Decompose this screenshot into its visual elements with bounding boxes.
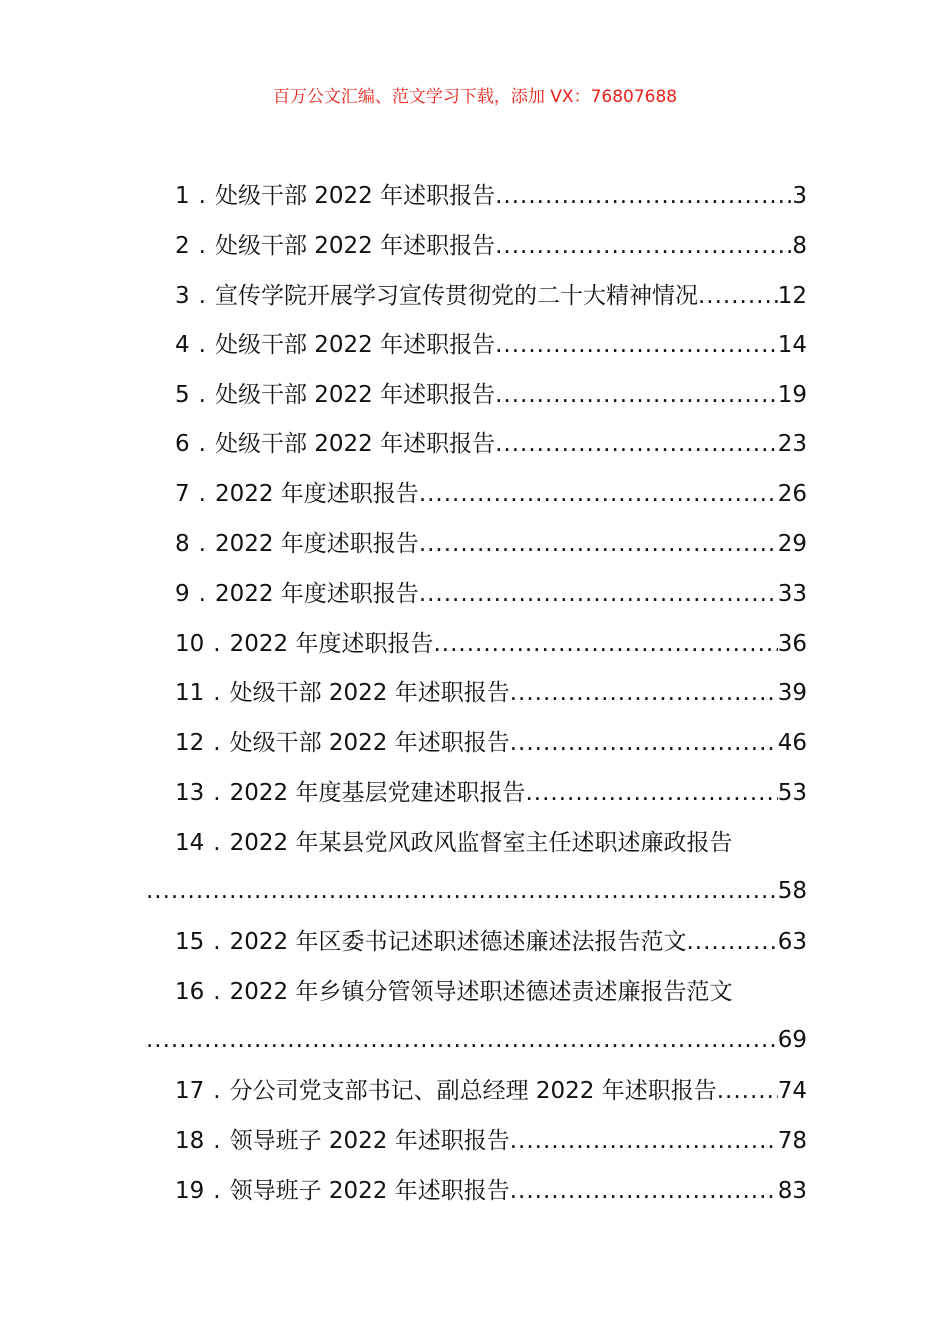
toc-entry-11[interactable] [175, 676, 807, 710]
toc-dot-leader [419, 527, 778, 561]
toc-entry-title: 2022 年度述职报告 [214, 481, 419, 507]
toc-entry-page: 29 [777, 531, 807, 557]
toc-entry-separator: . [198, 581, 206, 607]
toc-entry-title: 2022 年乡镇分管领导述职述德述责述廉报告范文 [229, 979, 733, 1005]
toc-entry-19[interactable] [175, 1174, 807, 1208]
toc-dot-leader [146, 1023, 778, 1057]
toc-entry-page: 23 [777, 431, 807, 457]
toc-entry-title: 处级干部 2022 年述职报告 [214, 382, 496, 408]
toc-entry-title: 处级干部 2022 年述职报告 [214, 332, 496, 358]
toc-dot-leader [495, 378, 778, 412]
toc-entry-separator: . [198, 332, 206, 358]
toc-entry-title: 2022 年度基层党建述职报告 [229, 780, 526, 806]
toc-entry-page: 78 [777, 1128, 807, 1154]
toc-entry-15[interactable] [175, 925, 807, 959]
toc-entry-separator: . [198, 233, 206, 259]
toc-entry-2[interactable] [175, 229, 807, 263]
toc-entry-separator: . [213, 730, 221, 756]
toc-entry-title: 处级干部 2022 年述职报告 [214, 431, 496, 457]
toc-entry-number: 15 [175, 929, 205, 955]
toc-dot-leader [525, 776, 777, 810]
toc-entry-separator: . [213, 780, 221, 806]
toc-entry-page: 19 [777, 382, 807, 408]
toc-entry-page: 74 [777, 1078, 807, 1104]
toc-dot-leader [419, 577, 778, 611]
toc-entry-number: 14 [175, 830, 205, 856]
toc-entry-separator: . [198, 481, 206, 507]
toc-dot-leader [433, 627, 777, 661]
header-text: 百万公文汇编、范文学习下载，添加 VX：76807688 [272, 87, 678, 107]
toc-entry-number: 9 [175, 581, 190, 607]
toc-entry-title: 处级干部 2022 年述职报告 [229, 680, 510, 706]
toc-entry-number: 6 [175, 431, 190, 457]
toc-entry-title: 2022 年度述职报告 [214, 531, 419, 557]
toc-dot-leader [495, 229, 792, 263]
toc-entry-separator: . [198, 531, 206, 557]
toc-entry-title: 分公司党支部书记、副总经理 2022 年述职报告 [229, 1078, 717, 1104]
toc-entry-separator: . [213, 830, 221, 856]
toc-entry-separator: . [213, 929, 221, 955]
toc-entry-separator: . [198, 431, 206, 457]
toc-entry-heading [175, 826, 732, 860]
toc-dot-leader [510, 1174, 778, 1208]
toc-entry-number: 1 [175, 183, 190, 209]
toc-entry-page: 58 [777, 878, 807, 904]
toc-entry-12[interactable] [175, 726, 807, 760]
toc-entry-separator: . [213, 1128, 221, 1154]
toc-entry-title: 2022 年区委书记述职述德述廉述法报告范文 [229, 929, 687, 955]
toc-entry-number: 7 [175, 481, 190, 507]
toc-entry-separator: . [213, 631, 221, 657]
toc-entry-title: 2022 年度述职报告 [214, 581, 419, 607]
toc-entry-page: 39 [777, 680, 807, 706]
toc-entry-title: 处级干部 2022 年述职报告 [214, 233, 496, 259]
toc-dot-leader [510, 676, 778, 710]
toc-entry-number: 3 [175, 283, 190, 309]
toc-entry-title: 2022 年某县党风政风监督室主任述职述廉政报告 [229, 830, 733, 856]
toc-dot-leader [717, 1074, 778, 1108]
toc-entry-page: 36 [777, 631, 807, 657]
toc-entry-4[interactable] [175, 328, 807, 362]
toc-entry-number: 8 [175, 531, 190, 557]
toc-entry-page: 33 [777, 581, 807, 607]
toc-entry-number: 11 [175, 680, 205, 706]
toc-dot-leader [146, 874, 778, 908]
toc-entry-10[interactable] [175, 627, 807, 661]
toc-entry-separator: . [213, 1078, 221, 1104]
toc-entry-page: 3 [792, 183, 807, 209]
toc-entry-heading [175, 975, 732, 1009]
toc-entry-title: 宣传学院开展学习宣传贯彻党的二十大精神情况 [214, 283, 698, 309]
toc-entry-page: 8 [792, 233, 807, 259]
toc-entry-1[interactable] [175, 179, 807, 213]
toc-entry-separator: . [213, 680, 221, 706]
toc-entry-number: 18 [175, 1128, 205, 1154]
toc-entry-14-continuation[interactable] [146, 874, 807, 908]
toc-dot-leader [510, 726, 778, 760]
toc-entry-number: 19 [175, 1178, 205, 1204]
toc-dot-leader [419, 477, 778, 511]
toc-entry-page: 63 [777, 929, 807, 955]
toc-entry-number: 10 [175, 631, 205, 657]
toc-dot-leader [698, 279, 778, 313]
toc-entry-17[interactable] [175, 1074, 807, 1108]
toc-entry-16[interactable] [175, 975, 807, 1009]
toc-dot-leader [495, 179, 792, 213]
toc-entry-number: 4 [175, 332, 190, 358]
toc-entry-number: 5 [175, 382, 190, 408]
toc-entry-page: 26 [777, 481, 807, 507]
toc-entry-16-continuation[interactable] [146, 1023, 807, 1057]
toc-entry-page: 53 [777, 780, 807, 806]
toc-entry-number: 13 [175, 780, 205, 806]
toc-entry-18[interactable] [175, 1124, 807, 1158]
toc-entry-title: 处级干部 2022 年述职报告 [229, 730, 510, 756]
toc-entry-14[interactable] [175, 826, 807, 860]
toc-entry-number: 2 [175, 233, 190, 259]
toc-entry-title: 处级干部 2022 年述职报告 [214, 183, 496, 209]
toc-entry-7[interactable] [175, 477, 807, 511]
toc-entry-page: 12 [777, 283, 807, 309]
toc-entry-separator: . [213, 979, 221, 1005]
toc-entry-5[interactable] [175, 378, 807, 412]
toc-entry-separator: . [198, 382, 206, 408]
toc-entry-page: 46 [777, 730, 807, 756]
toc-entry-separator: . [198, 283, 206, 309]
toc-entry-title: 领导班子 2022 年述职报告 [229, 1178, 510, 1204]
toc-entry-number: 16 [175, 979, 205, 1005]
toc-dot-leader [686, 925, 777, 959]
toc-entry-3[interactable] [175, 279, 807, 313]
toc-dot-leader [495, 328, 778, 362]
toc-entry-8[interactable] [175, 527, 807, 561]
toc-dot-leader [495, 427, 778, 461]
toc-entry-separator: . [198, 183, 206, 209]
toc-entry-number: 17 [175, 1078, 205, 1104]
toc-entry-page: 14 [777, 332, 807, 358]
toc-entry-page: 83 [777, 1178, 807, 1204]
toc-dot-leader [510, 1124, 778, 1158]
page-header [0, 84, 950, 110]
toc-entry-13[interactable] [175, 776, 807, 810]
toc-entry-6[interactable] [175, 427, 807, 461]
toc-entry-9[interactable] [175, 577, 807, 611]
toc-entry-page: 69 [777, 1027, 807, 1053]
toc-entry-separator: . [213, 1178, 221, 1204]
toc-entry-title: 2022 年度述职报告 [229, 631, 434, 657]
toc-entry-title: 领导班子 2022 年述职报告 [229, 1128, 510, 1154]
toc-entry-number: 12 [175, 730, 205, 756]
